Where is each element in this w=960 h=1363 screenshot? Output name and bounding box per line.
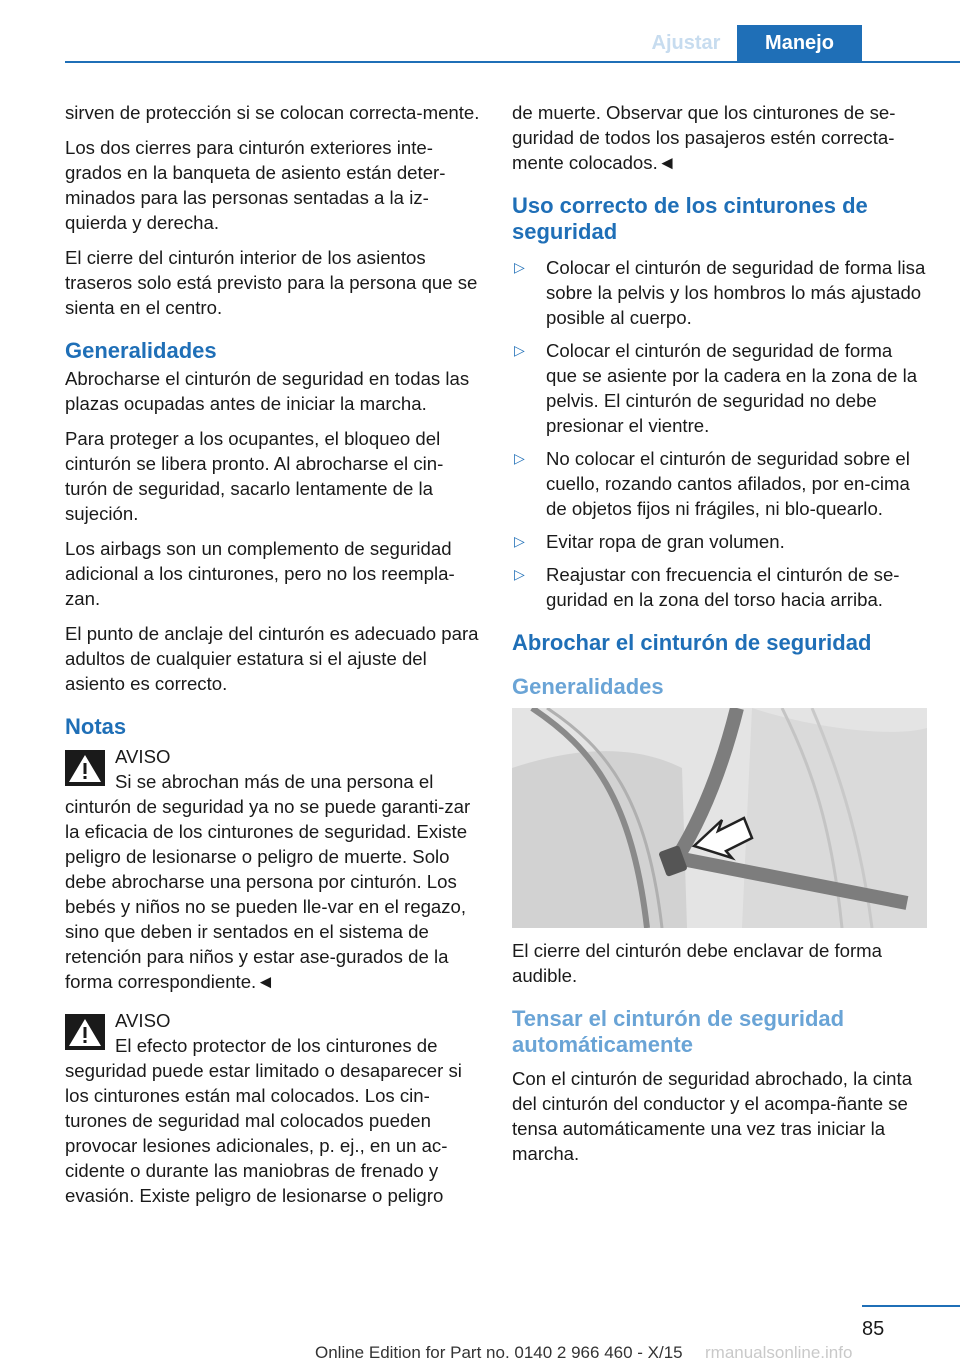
section-heading-uso-correcto: Uso correcto de los cinturones de seguridad (512, 193, 868, 244)
section-heading-generalidades: Generalidades (65, 338, 217, 363)
list-item: ▷ Colocar el cinturón de seguridad de forma que se asiente por la cadera en la zona de la pelvis. El cinturón de seguridad no debe presionar el vientre. (514, 340, 918, 436)
header-tabs (635, 25, 862, 61)
paragraph: de muerte. Observar que los cinturones de se-guridad de todos los pasajeros estén correcta-mente colocados.◄ (512, 102, 896, 173)
warning-first-line: El efecto protector de los cinturones de (115, 1035, 438, 1056)
list-item: ▷ No colocar el cinturón de seguridad sobre el cuello, rozando cantos afilados, por en-cima de objetos fijos ni frágiles, ni blo-quearlo. (514, 448, 910, 519)
paragraph: Para proteger a los ocupantes, el bloqueo del cinturón se libera pronto. Al abrocharse el cin-turón de seguridad, sacarlo lentamente de la sujeción. (65, 428, 444, 524)
warning-note (65, 1008, 480, 1208)
footer-rule (862, 1305, 960, 1307)
paragraph: El cierre del cinturón interior de los asientos traseros solo está previsto para la persona que se sienta en el centro. (65, 247, 478, 318)
edition-footer: Online Edition for Part no. 0140 2 966 460 - X/15 (315, 1343, 683, 1362)
paragraph: Con el cinturón de seguridad abrochado, la cinta del cinturón del conductor y el acompa-ñante se tensa automáticamente una vez tras iniciar la marcha. (512, 1068, 913, 1164)
subsection-heading-generalidades: Generalidades (512, 674, 664, 699)
section-heading-abrochar: Abrochar el cinturón de seguridad (512, 630, 872, 655)
tab-manejo[interactable]: Manejo (737, 25, 862, 61)
warning-triangle-icon (65, 750, 105, 786)
paragraph: El punto de anclaje del cinturón es adecuado para adultos de cualquier estatura si el ajuste del asiento es correcto. (65, 623, 479, 694)
warning-first-line: Si se abrochan más de una persona el (115, 771, 434, 792)
paragraph: El cierre del cinturón debe enclavar de forma audible. (512, 940, 883, 986)
subsection-heading-tensar: Tensar el cinturón de seguridad automáticamente (512, 1006, 845, 1057)
bullet-triangle-icon: ▷ (514, 342, 525, 358)
paragraph: Los airbags son un complemento de seguridad adicional a los cinturones, pero no los reempla-zan. (65, 538, 455, 609)
warning-title: AVISO (115, 746, 171, 767)
bullet-triangle-icon: ▷ (514, 450, 525, 466)
list-item: ▷ Evitar ropa de gran volumen. (514, 531, 785, 552)
warning-triangle-icon (65, 1014, 105, 1050)
right-column (512, 100, 927, 1176)
left-column (65, 100, 480, 1222)
seatbelt-buckle-illustration (512, 708, 927, 928)
warning-text: seguridad puede estar limitado o desaparecer si los cinturones están mal colocados. Los cin-turones de seguridad mal colocados pueden provocar lesiones adicionales, p. ej., en un ac-cidente o durante las maniobras de frenado y evasión. Existe peligro de lesionarse o peligro (65, 1060, 462, 1206)
watermark: rmanualsonline.info (705, 1343, 853, 1362)
list-item: ▷ Colocar el cinturón de seguridad de forma lisa sobre la pelvis y los hombros lo más ajustado posible al cuerpo. (514, 257, 926, 328)
warning-title: AVISO (115, 1010, 171, 1031)
section-heading-notas: Notas (65, 714, 127, 739)
seatbelt-illustration-svg (512, 708, 927, 928)
paragraph: Los dos cierres para cinturón exteriores inte-grados en la banqueta de asiento están deter-minados para las personas sentadas a la iz-quierda y derecha. (65, 137, 446, 233)
paragraph: sirven de protección si se colocan correcta-mente. (65, 102, 480, 123)
warning-text: cinturón de seguridad ya no se puede garanti-zar la eficacia de los cinturones de seguridad. Existe peligro de lesionarse o peligro de muerte. Solo debe abrocharse una persona por cinturón. Los bebés y niños no se pueden lle-var en el regazo, sino que deben ir sentados en el sistema de retención para niños y estar ase-gurados de la forma correspondiente.◄ (65, 796, 471, 992)
list-item: ▷ Reajustar con frecuencia el cinturón de se-guridad en la zona del torso hacia arriba. (514, 564, 900, 610)
warning-note (65, 744, 480, 994)
header-rule (65, 61, 960, 63)
bullet-triangle-icon: ▷ (514, 259, 525, 275)
tab-ajustar[interactable]: Ajustar (651, 31, 721, 54)
paragraph: Abrocharse el cinturón de seguridad en todas las plazas ocupadas antes de iniciar la marcha. (65, 368, 470, 414)
page-number: 85 (862, 1318, 885, 1340)
bullet-list (512, 255, 927, 612)
bullet-triangle-icon: ▷ (514, 566, 525, 582)
bullet-triangle-icon: ▷ (514, 533, 525, 549)
